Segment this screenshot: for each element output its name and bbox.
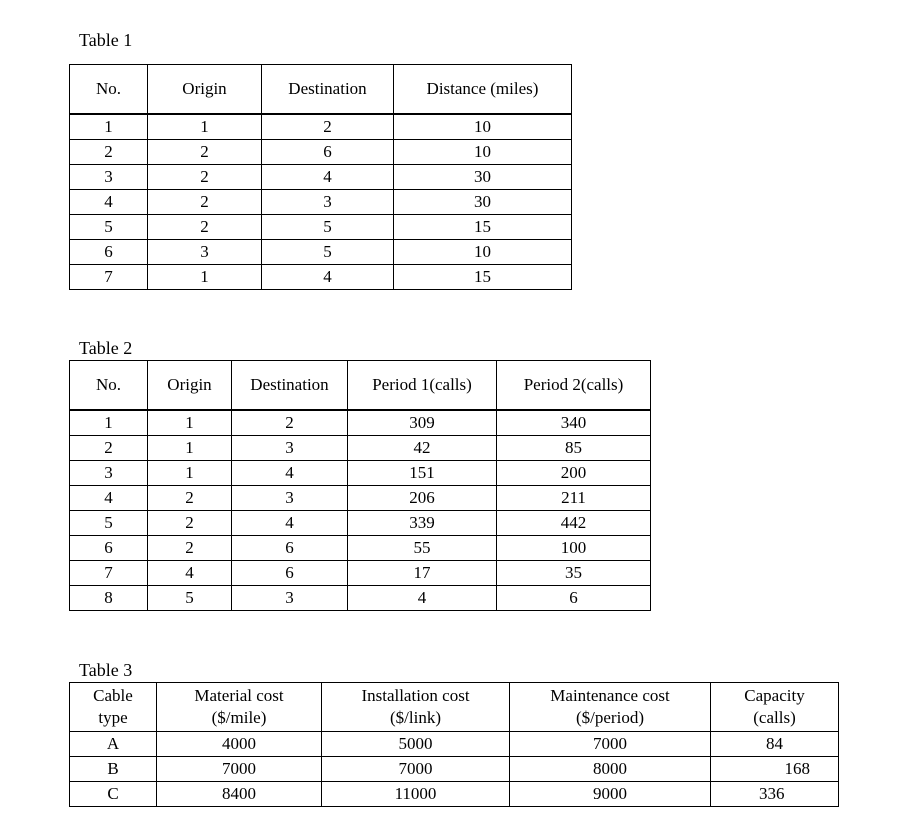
table-cell: 2 [70, 436, 148, 461]
header-line: ($/link) [390, 708, 441, 727]
table3-header-cell [711, 683, 839, 732]
table-cell: 7000 [157, 757, 322, 782]
table-row [70, 561, 651, 586]
table3-caption: Table 3 [79, 660, 133, 680]
table-cell: 1 [70, 410, 148, 436]
table-row [70, 757, 839, 782]
table2-header-cell: Origin [148, 361, 232, 411]
table-cell: 5 [70, 511, 148, 536]
table-cell: 6 [262, 140, 394, 165]
table-cell: 6 [232, 561, 348, 586]
table-cell: B [70, 757, 157, 782]
table-row [70, 165, 572, 190]
table-cell: 42 [348, 436, 497, 461]
table-row [70, 240, 572, 265]
table-cell: 442 [497, 511, 651, 536]
table3 [69, 682, 839, 807]
table-cell: 2 [148, 536, 232, 561]
table-cell: 84 [711, 732, 839, 757]
table-cell: 9000 [510, 782, 711, 807]
table-cell: 3 [232, 486, 348, 511]
table-cell: 3 [232, 436, 348, 461]
table-cell: 1 [148, 461, 232, 486]
table-cell: 6 [70, 536, 148, 561]
header-line: Cable [93, 686, 133, 705]
table-cell: 340 [497, 410, 651, 436]
table3-header-row [70, 683, 839, 732]
table1-header-cell: Destination [262, 65, 394, 115]
table-cell: 4 [148, 561, 232, 586]
table-cell: 1 [148, 265, 262, 290]
table2-header-row [70, 361, 651, 411]
table-row [70, 140, 572, 165]
table-cell: 4 [348, 586, 497, 611]
table-cell: 15 [394, 215, 572, 240]
table-row [70, 265, 572, 290]
table-row [70, 410, 651, 436]
table-cell: 4 [262, 265, 394, 290]
table1-header-cell: No. [70, 65, 148, 115]
table-cell: 336 [711, 782, 839, 807]
table-cell: 5 [148, 586, 232, 611]
table-cell: 8000 [510, 757, 711, 782]
table-cell: 6 [70, 240, 148, 265]
table-row [70, 436, 651, 461]
table-cell: 8400 [157, 782, 322, 807]
table-cell: 55 [348, 536, 497, 561]
table-cell: 5 [262, 240, 394, 265]
table-cell: 35 [497, 561, 651, 586]
table-cell: 7 [70, 561, 148, 586]
header-line: Capacity [744, 686, 805, 705]
header-line: (calls) [753, 708, 796, 727]
table3-header-cell [157, 683, 322, 732]
table-cell: 3 [70, 461, 148, 486]
table-cell: 4 [70, 190, 148, 215]
table2-caption: Table 2 [79, 338, 133, 358]
table2 [69, 360, 651, 611]
table-cell: 4 [232, 461, 348, 486]
table-cell: 7 [70, 265, 148, 290]
table-cell: 5000 [322, 732, 510, 757]
table-cell: 1 [70, 114, 148, 140]
table-row [70, 586, 651, 611]
table-cell: 211 [497, 486, 651, 511]
table-row [70, 732, 839, 757]
table-cell: 206 [348, 486, 497, 511]
table-cell: 100 [497, 536, 651, 561]
table-cell: 2 [148, 486, 232, 511]
table1-header-cell: Origin [148, 65, 262, 115]
table-cell: 3 [232, 586, 348, 611]
header-line: ($/mile) [211, 708, 267, 727]
header-line: Installation cost [361, 686, 470, 705]
table-cell: 2 [148, 165, 262, 190]
table-row [70, 782, 839, 807]
table-cell: 4 [70, 486, 148, 511]
table-cell: 3 [262, 190, 394, 215]
table-cell: 2 [232, 410, 348, 436]
table2-header-cell: Period 2(calls) [497, 361, 651, 411]
table3-header-cell [70, 683, 157, 732]
table2-header-cell: Period 1(calls) [348, 361, 497, 411]
table-cell: 6 [497, 586, 651, 611]
table-cell: 4 [262, 165, 394, 190]
table-cell: 5 [262, 215, 394, 240]
table-cell: 17 [348, 561, 497, 586]
table-cell: 168 [711, 757, 839, 782]
table-cell: 11000 [322, 782, 510, 807]
table-cell: 339 [348, 511, 497, 536]
table-cell: 1 [148, 436, 232, 461]
table-cell: 309 [348, 410, 497, 436]
table-cell: 10 [394, 240, 572, 265]
table-cell: 7000 [510, 732, 711, 757]
table-cell: 10 [394, 114, 572, 140]
table-cell: A [70, 732, 157, 757]
table-cell: 15 [394, 265, 572, 290]
table-row [70, 536, 651, 561]
table-row [70, 215, 572, 240]
table-cell: 1 [148, 410, 232, 436]
table-cell: 2 [148, 190, 262, 215]
header-line: type [98, 708, 128, 727]
table-row [70, 486, 651, 511]
table3-header-cell [322, 683, 510, 732]
table-cell: C [70, 782, 157, 807]
table-cell: 4 [232, 511, 348, 536]
table1-caption: Table 1 [79, 30, 133, 50]
table-cell: 5 [70, 215, 148, 240]
table1-header-row [70, 65, 572, 115]
table1 [69, 64, 572, 290]
table-cell: 85 [497, 436, 651, 461]
table-cell: 2 [262, 114, 394, 140]
table-cell: 151 [348, 461, 497, 486]
table-row [70, 114, 572, 140]
table-row [70, 461, 651, 486]
table-cell: 10 [394, 140, 572, 165]
table-row [70, 190, 572, 215]
table3-header-cell [510, 683, 711, 732]
table-cell: 7000 [322, 757, 510, 782]
table-cell: 3 [148, 240, 262, 265]
table-cell: 2 [148, 511, 232, 536]
table-cell: 6 [232, 536, 348, 561]
header-line: Material cost [194, 686, 284, 705]
table-row [70, 511, 651, 536]
table-cell: 1 [148, 114, 262, 140]
table-cell: 2 [148, 215, 262, 240]
header-line: Maintenance cost [550, 686, 670, 705]
table-cell: 200 [497, 461, 651, 486]
table-cell: 30 [394, 190, 572, 215]
table-cell: 4000 [157, 732, 322, 757]
table-cell: 30 [394, 165, 572, 190]
table1-header-cell: Distance (miles) [394, 65, 572, 115]
table2-header-cell: No. [70, 361, 148, 411]
table-cell: 2 [148, 140, 262, 165]
table-cell: 8 [70, 586, 148, 611]
table2-header-cell: Destination [232, 361, 348, 411]
table-cell: 3 [70, 165, 148, 190]
header-line: ($/period) [576, 708, 644, 727]
table-cell: 2 [70, 140, 148, 165]
